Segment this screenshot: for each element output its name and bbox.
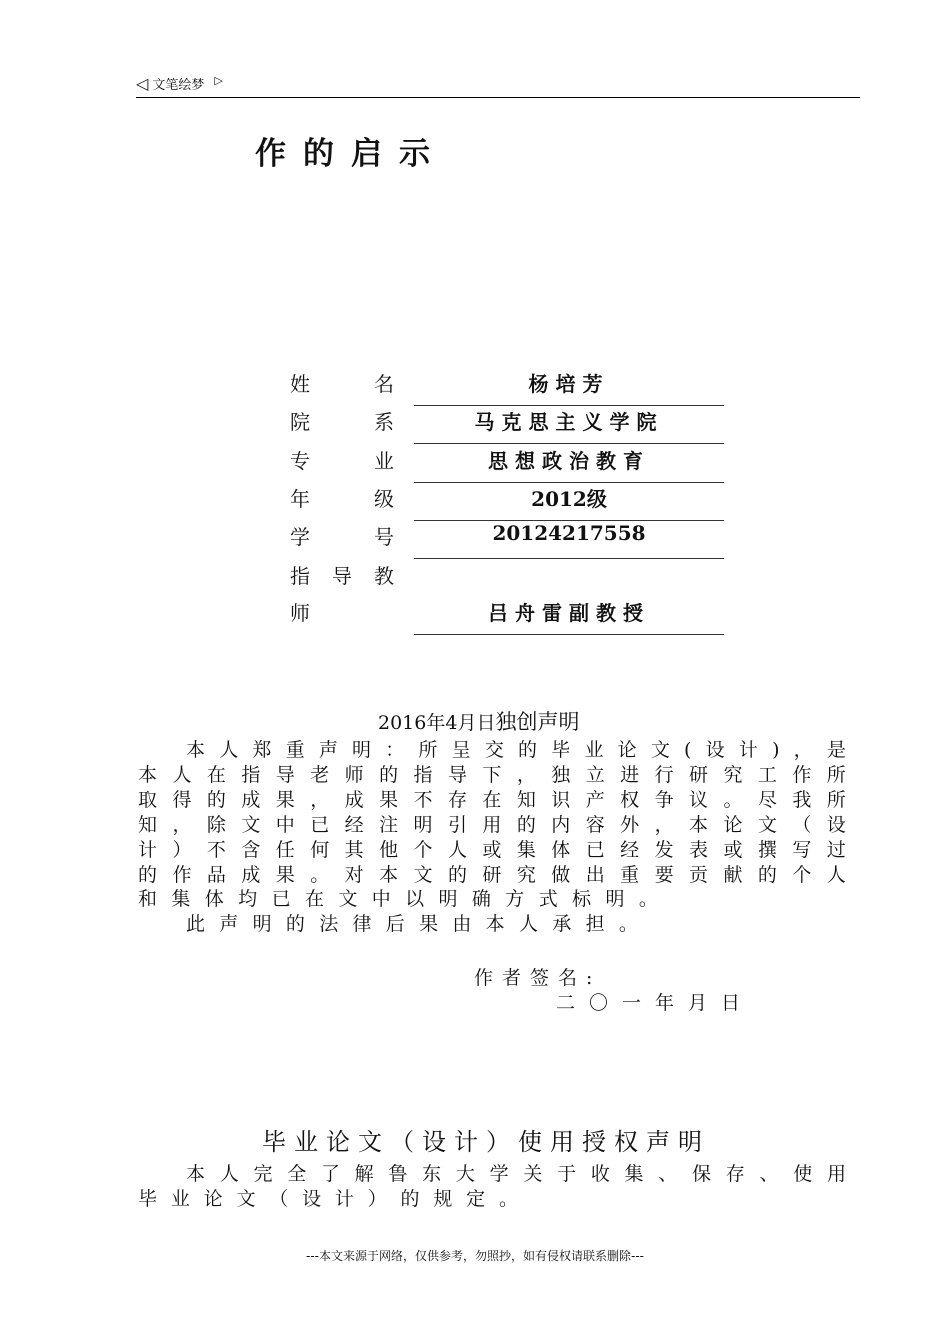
declaration-line — [138, 788, 846, 813]
char: 声 — [219, 913, 239, 935]
char: 明 — [438, 888, 458, 910]
char: 设 — [705, 739, 725, 761]
char: 。 — [638, 888, 658, 910]
char: 撰 — [757, 839, 777, 861]
char: 独 — [551, 764, 571, 786]
char: 究 — [516, 864, 536, 886]
char: 计 — [138, 839, 158, 861]
declaration-line — [186, 912, 638, 937]
page-footer: ---本文来源于网络，仅供参考，勿照抄，如有侵权请联系删除--- — [306, 1249, 644, 1263]
char: 文 — [650, 739, 670, 761]
char: 集 — [516, 839, 536, 861]
char: ) — [772, 739, 780, 761]
char: 研 — [689, 764, 709, 786]
char: 业 — [584, 739, 604, 761]
char: 我 — [792, 789, 812, 811]
char: 师 — [344, 764, 364, 786]
char: 个 — [413, 839, 433, 861]
declaration-line — [186, 738, 846, 763]
char: 人 — [219, 739, 239, 761]
char: 不 — [413, 789, 433, 811]
char: 知 — [138, 814, 158, 836]
char: 集 — [624, 1163, 644, 1185]
char: 全 — [287, 1163, 307, 1185]
char: 教 — [374, 564, 394, 588]
char: 本 — [186, 1163, 206, 1185]
declaration-line — [138, 863, 846, 888]
char: 老 — [310, 764, 330, 786]
char: 鲁 — [388, 1163, 408, 1185]
char: 何 — [310, 839, 330, 861]
char: 业 — [170, 1188, 190, 1210]
char: 担 — [585, 913, 605, 935]
char: 产 — [585, 789, 605, 811]
char: 学 — [489, 1163, 509, 1185]
char: 已 — [271, 888, 291, 910]
char: ） — [172, 839, 192, 861]
char: 的 — [285, 913, 305, 935]
char: 大 — [455, 1163, 475, 1185]
char: 设 — [302, 1188, 322, 1210]
char: 的 — [379, 764, 399, 786]
char: 人 — [447, 839, 467, 861]
char: 文 — [413, 864, 433, 886]
char: 已 — [585, 839, 605, 861]
char: 的 — [400, 1188, 420, 1210]
char: 郑 — [252, 739, 272, 761]
char: 的 — [447, 864, 467, 886]
declaration-heading — [378, 706, 579, 736]
char: 姓 — [290, 372, 310, 396]
char: 和 — [138, 888, 158, 910]
char: 关 — [523, 1163, 543, 1185]
char: 成 — [241, 864, 261, 886]
char: 的 — [516, 814, 536, 836]
char: 人 — [826, 864, 846, 886]
char: 外 — [620, 814, 640, 836]
char: 集 — [171, 888, 191, 910]
char: 究 — [723, 764, 743, 786]
char: 体 — [204, 888, 224, 910]
char: 所 — [826, 789, 846, 811]
char: 做 — [551, 864, 571, 886]
char: 完 — [253, 1163, 273, 1185]
char: 号 — [374, 525, 394, 549]
char: 文 — [241, 814, 261, 836]
char: 学 — [290, 525, 310, 549]
char: 的 — [206, 789, 226, 811]
char: 专 — [290, 449, 310, 473]
char: 导 — [275, 764, 295, 786]
char: 用 — [826, 1163, 846, 1185]
page-header — [136, 74, 223, 93]
char: 使 — [793, 1163, 813, 1185]
label-student-id — [290, 521, 394, 550]
char: 明 — [413, 814, 433, 836]
char: 行 — [654, 764, 674, 786]
char: 出 — [585, 864, 605, 886]
char: ( — [684, 739, 692, 761]
char: 指 — [241, 764, 261, 786]
char: 在 — [304, 888, 324, 910]
char: 成 — [241, 789, 261, 811]
authorization-heading: 毕业论文（设计）使用授权声明 — [262, 1128, 710, 1156]
char: 人 — [219, 1163, 239, 1185]
char: 文 — [338, 888, 358, 910]
char: ， — [516, 764, 536, 786]
char: 声 — [318, 739, 338, 761]
char: 作 — [172, 864, 192, 886]
char: 重 — [285, 739, 305, 761]
char: 。 — [618, 913, 638, 935]
char: 业 — [374, 449, 394, 473]
char: 论 — [617, 739, 637, 761]
value-major: 思想政治教育 — [488, 449, 650, 473]
char: 规 — [433, 1188, 453, 1210]
char: 于 — [557, 1163, 577, 1185]
char: 献 — [723, 864, 743, 886]
char: 要 — [654, 864, 674, 886]
char: 或 — [482, 839, 502, 861]
char: 个 — [792, 864, 812, 886]
char: 论 — [723, 814, 743, 836]
char: 表 — [689, 839, 709, 861]
char: 得 — [172, 789, 192, 811]
char: 标 — [572, 888, 592, 910]
char: 发 — [654, 839, 674, 861]
char: 进 — [620, 764, 640, 786]
char: 存 — [447, 789, 467, 811]
char: 此 — [186, 913, 206, 935]
char: 立 — [585, 764, 605, 786]
char: 中 — [275, 814, 295, 836]
char: 收 — [590, 1163, 610, 1185]
char: 指 — [413, 764, 433, 786]
char: 下 — [482, 764, 502, 786]
char: 指 — [290, 564, 310, 588]
char: 了 — [320, 1163, 340, 1185]
char: 承 — [552, 913, 572, 935]
label-name — [290, 368, 394, 397]
char: 不 — [206, 839, 226, 861]
char: 果 — [419, 913, 439, 935]
char: 定 — [466, 1188, 486, 1210]
char: 计 — [334, 1188, 354, 1210]
char: 式 — [538, 888, 558, 910]
value-department: 马克思主义学院 — [474, 410, 664, 434]
char: 、 — [658, 1163, 678, 1185]
char: 本 — [379, 864, 399, 886]
char: 人 — [172, 764, 192, 786]
triangle-right-icon: ▷ — [214, 74, 223, 87]
char: 权 — [620, 789, 640, 811]
label-department — [290, 406, 394, 435]
char: （ — [269, 1188, 289, 1210]
char: 方 — [505, 888, 525, 910]
char: 。 — [498, 1188, 518, 1210]
char: 的 — [138, 864, 158, 886]
label-major — [290, 445, 394, 474]
char: 以 — [405, 888, 425, 910]
char: 中 — [371, 888, 391, 910]
char: 贡 — [689, 864, 709, 886]
char: 律 — [352, 913, 372, 935]
char: 其 — [344, 839, 364, 861]
label-advisor-1 — [290, 560, 394, 589]
char: 设 — [826, 814, 846, 836]
authorization-line — [186, 1162, 846, 1187]
authorization-line — [138, 1187, 518, 1212]
char: 体 — [551, 839, 571, 861]
char: 后 — [385, 913, 405, 935]
char: 的 — [757, 864, 777, 886]
char: 除 — [206, 814, 226, 836]
char: 系 — [374, 410, 394, 434]
value-student-id: 20124217558 — [492, 521, 646, 545]
declaration-title: 独创声明 — [495, 710, 580, 734]
char: ， — [793, 739, 813, 761]
char: 本 — [485, 913, 505, 935]
char: 或 — [723, 839, 743, 861]
char: 注 — [379, 814, 399, 836]
char: 知 — [516, 789, 536, 811]
char: 导 — [447, 764, 467, 786]
char: 作 — [792, 764, 812, 786]
label-grade — [290, 483, 394, 512]
value-grade: 2012级 — [531, 487, 607, 511]
char: 级 — [374, 487, 394, 511]
char: 明 — [252, 913, 272, 935]
underline — [414, 443, 724, 444]
char: 年 — [290, 487, 310, 511]
char: 本 — [186, 739, 206, 761]
char: 成 — [344, 789, 364, 811]
char: 交 — [484, 739, 504, 761]
char: 毕 — [138, 1188, 158, 1210]
char: 写 — [792, 839, 812, 861]
char: 的 — [518, 739, 538, 761]
value-name: 杨培芳 — [528, 372, 610, 396]
char: 品 — [206, 864, 226, 886]
char: 取 — [138, 789, 158, 811]
char: 明 — [352, 739, 372, 761]
char: 果 — [275, 789, 295, 811]
char: 本 — [138, 764, 158, 786]
char: 过 — [826, 839, 846, 861]
declaration-line — [138, 838, 846, 863]
char: 他 — [379, 839, 399, 861]
char: ， — [172, 814, 192, 836]
char: 保 — [692, 1163, 712, 1185]
char: 文 — [236, 1188, 256, 1210]
char: 含 — [241, 839, 261, 861]
declaration-line — [138, 763, 846, 788]
char: ： — [385, 739, 405, 761]
char: 任 — [275, 839, 295, 861]
char: 存 — [725, 1163, 745, 1185]
char: 本 — [689, 814, 709, 836]
char: 工 — [757, 764, 777, 786]
char: 人 — [518, 913, 538, 935]
char: 东 — [422, 1163, 442, 1185]
char: 尽 — [757, 789, 777, 811]
label-advisor-2: 师 — [290, 601, 310, 625]
declaration-date: 2016年4月日 — [378, 712, 496, 734]
char: 。 — [310, 864, 330, 886]
char: 文 — [757, 814, 777, 836]
char: 是 — [826, 739, 846, 761]
char: 果 — [275, 864, 295, 886]
declaration-line — [138, 887, 658, 912]
char: （ — [792, 814, 812, 836]
char: 议 — [689, 789, 709, 811]
char: 经 — [620, 839, 640, 861]
char: 经 — [344, 814, 364, 836]
char: 呈 — [451, 739, 471, 761]
document-title: 作的启示 — [255, 136, 447, 172]
char: 。 — [723, 789, 743, 811]
char: 导 — [332, 564, 352, 588]
char: 院 — [290, 410, 310, 434]
char: 法 — [319, 913, 339, 935]
char: 名 — [374, 372, 394, 396]
char: 对 — [344, 864, 364, 886]
declaration-line — [138, 813, 846, 838]
char: 所 — [418, 739, 438, 761]
header-rule — [136, 97, 860, 98]
char: ， — [654, 814, 674, 836]
char: 引 — [447, 814, 467, 836]
char: ， — [310, 789, 330, 811]
char: 重 — [620, 864, 640, 886]
header-brand: 文笔绘梦 — [152, 78, 205, 93]
char: 由 — [452, 913, 472, 935]
char: 容 — [585, 814, 605, 836]
char: ） — [367, 1188, 387, 1210]
char: 解 — [354, 1163, 374, 1185]
char: 研 — [482, 864, 502, 886]
signature-date: 二〇一年月日 — [556, 992, 755, 1014]
signature-label: 作者签名: — [474, 967, 602, 989]
char: 在 — [206, 764, 226, 786]
char: 计 — [738, 739, 758, 761]
char: 论 — [203, 1188, 223, 1210]
char: 毕 — [551, 739, 571, 761]
char: 均 — [238, 888, 258, 910]
char: 果 — [379, 789, 399, 811]
char: 、 — [759, 1163, 779, 1185]
char: 识 — [551, 789, 571, 811]
char: 确 — [471, 888, 491, 910]
char: 用 — [482, 814, 502, 836]
char: 所 — [826, 764, 846, 786]
char: 内 — [551, 814, 571, 836]
triangle-left-icon: ◁ — [136, 73, 149, 93]
underline — [414, 634, 724, 635]
value-advisor: 吕舟雷副教授 — [488, 601, 650, 625]
char: 已 — [310, 814, 330, 836]
char: 争 — [654, 789, 674, 811]
char: 在 — [482, 789, 502, 811]
char: 明 — [605, 888, 625, 910]
underline — [414, 558, 724, 559]
